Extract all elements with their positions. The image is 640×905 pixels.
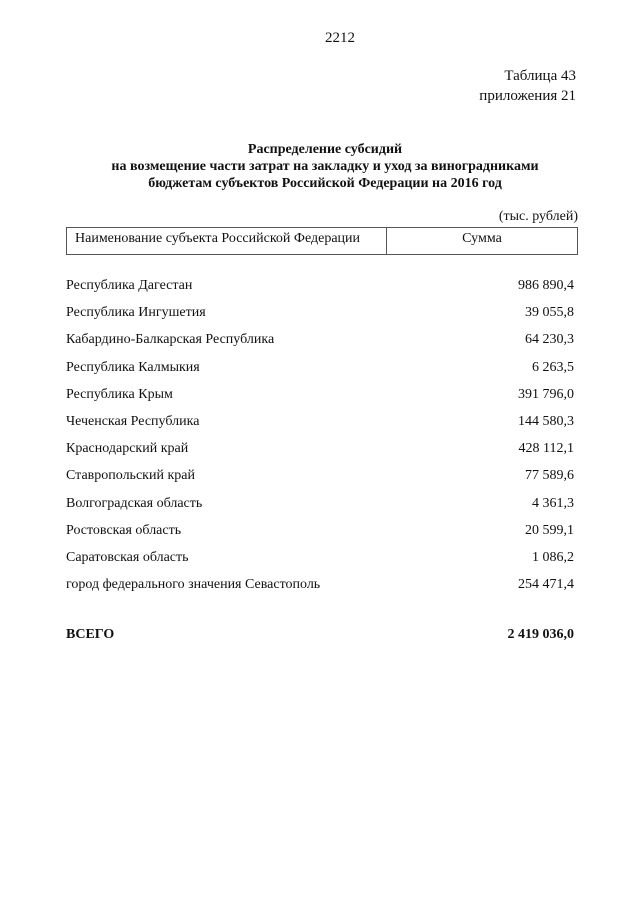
table-row: [66, 412, 574, 439]
table-row: [66, 439, 574, 466]
total-row: [66, 627, 574, 643]
row-name: Республика Дагестан: [66, 278, 193, 293]
total-label: ВСЕГО: [66, 627, 115, 642]
row-name: Республика Ингушетия: [66, 305, 206, 321]
appendix-number: приложения 21: [479, 88, 576, 104]
row-value: 77 589,6: [525, 468, 574, 484]
table-row: [66, 494, 574, 521]
header-subject-name: Наименование субъекта Российской Федерации: [67, 228, 387, 254]
title-line-1: Распределение субсидий: [247, 142, 403, 157]
table-row: [66, 548, 574, 575]
row-value: 4 361,3: [532, 495, 574, 511]
table-number: Таблица 43: [504, 68, 576, 84]
row-name: Республика Калмыкия: [66, 359, 200, 375]
units-label: (тыс. рублей): [498, 209, 578, 224]
row-value: 391 796,0: [518, 386, 574, 402]
table-row: [66, 385, 574, 412]
row-value: 6 263,5: [532, 359, 574, 375]
table-reference: [479, 66, 576, 106]
row-value: 64 230,3: [525, 332, 574, 348]
page-number: 2212: [325, 30, 355, 46]
row-value: 986 890,4: [518, 278, 574, 293]
table-row: [66, 276, 574, 303]
total-value: 2 419 036,0: [507, 627, 574, 642]
table-row: [66, 466, 574, 493]
table-header: [66, 227, 578, 255]
table-row: [66, 575, 574, 602]
table-row: [66, 330, 574, 357]
row-name: Краснодарский край: [66, 441, 189, 457]
row-value: 39 055,8: [525, 305, 574, 321]
row-name: Ростовская область: [66, 522, 182, 538]
table-body: [66, 276, 574, 602]
title-line-3: бюджетам субъектов Российской Федерации на 2016 год: [148, 176, 502, 191]
row-name: Кабардино-Балкарская Республика: [66, 332, 275, 348]
table-row: [66, 521, 574, 548]
row-name: Республика Крым: [66, 386, 173, 402]
document-title: [60, 141, 590, 192]
row-name: Чеченская Республика: [66, 413, 200, 429]
table-row: [66, 358, 574, 385]
table-row: [66, 303, 574, 330]
title-line-2: на возмещение части затрат на закладку и уход за виноградниками: [111, 159, 539, 174]
header-sum: Сумма: [462, 231, 502, 246]
row-value: 1 086,2: [532, 549, 574, 565]
row-name: Саратовская область: [66, 549, 189, 565]
row-name: Волгоградская область: [66, 495, 203, 511]
row-name: Ставропольский край: [66, 468, 195, 484]
row-value: 144 580,3: [518, 413, 574, 429]
row-value: 254 471,4: [518, 577, 574, 593]
row-name: город федерального значения Севастополь: [66, 577, 321, 593]
row-value: 20 599,1: [525, 522, 574, 538]
row-value: 428 112,1: [518, 441, 574, 457]
